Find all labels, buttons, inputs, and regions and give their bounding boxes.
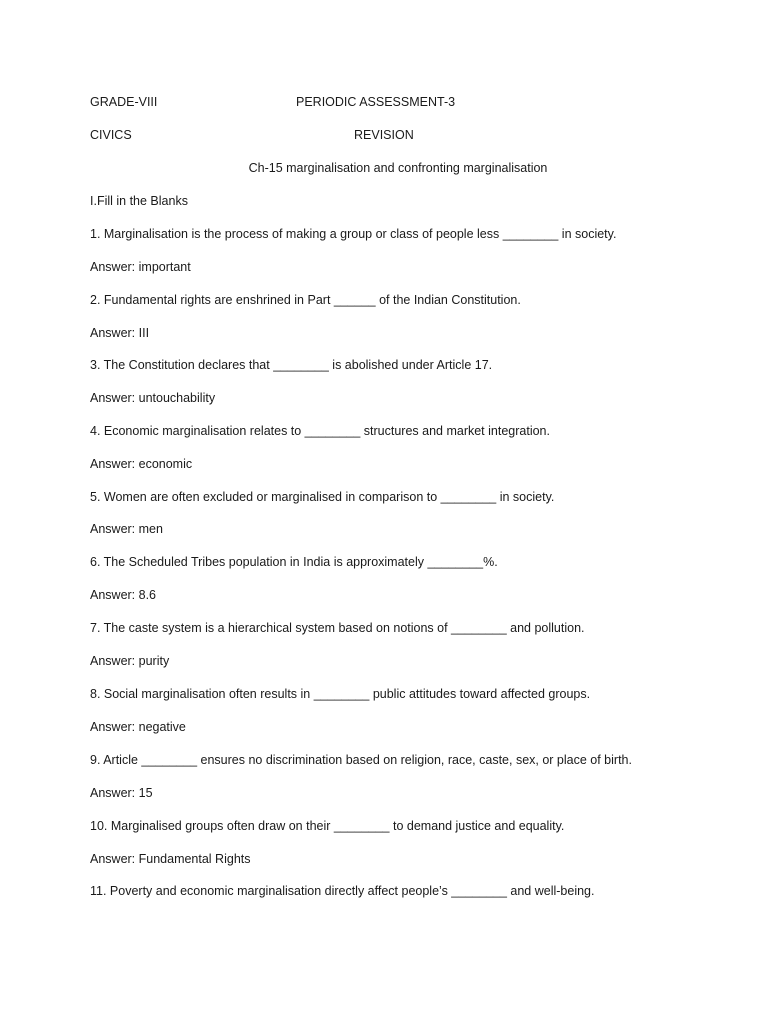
question-7: 7. The caste system is a hierarchical system based on notions of ________ and pollution. — [90, 621, 585, 635]
revision-label: REVISION — [354, 128, 414, 142]
answer-3: Answer: untouchability — [90, 391, 216, 405]
answer-8: Answer: negative — [90, 720, 186, 734]
answer-9: Answer: 15 — [90, 786, 153, 800]
question-4: 4. Economic marginalisation relates to ________ structures and market integration. — [90, 424, 550, 438]
answer-2: Answer: III — [90, 326, 150, 340]
question-3: 3. The Constitution declares that ________ is abolished under Article 17. — [90, 358, 493, 372]
question-2: 2. Fundamental rights are enshrined in Part ______ of the Indian Constitution. — [90, 293, 521, 307]
answer-5: Answer: men — [90, 522, 163, 536]
subject-label: CIVICS — [90, 128, 132, 142]
question-8: 8. Social marginalisation often results in ________ public attitudes toward affected groups. — [90, 687, 591, 701]
question-6: 6. The Scheduled Tribes population in India is approximately ________%. — [90, 555, 498, 569]
question-5: 5. Women are often excluded or marginalised in comparison to ________ in society. — [90, 490, 555, 504]
question-10: 10. Marginalised groups often draw on their ________ to demand justice and equality. — [90, 819, 565, 833]
answer-6: Answer: 8.6 — [90, 588, 157, 602]
grade-label: GRADE-VIII — [90, 95, 158, 109]
answer-4: Answer: economic — [90, 457, 193, 471]
chapter-title: Ch-15 marginalisation and confronting marginalisation — [248, 161, 548, 175]
answer-7: Answer: purity — [90, 654, 170, 668]
section-title: I.Fill in the Blanks — [90, 194, 188, 208]
question-1: 1. Marginalisation is the process of making a group or class of people less ________ in society. — [90, 227, 617, 241]
question-11: 11. Poverty and economic marginalisation directly affect people’s ________ and well-being. — [90, 884, 595, 898]
assessment-title: PERIODIC ASSESSMENT-3 — [296, 95, 456, 109]
question-9: 9. Article ________ ensures no discrimination based on religion, race, caste, sex, or place of birth. — [90, 753, 632, 767]
answer-1: Answer: important — [90, 260, 191, 274]
answer-10: Answer: Fundamental Rights — [90, 852, 251, 866]
